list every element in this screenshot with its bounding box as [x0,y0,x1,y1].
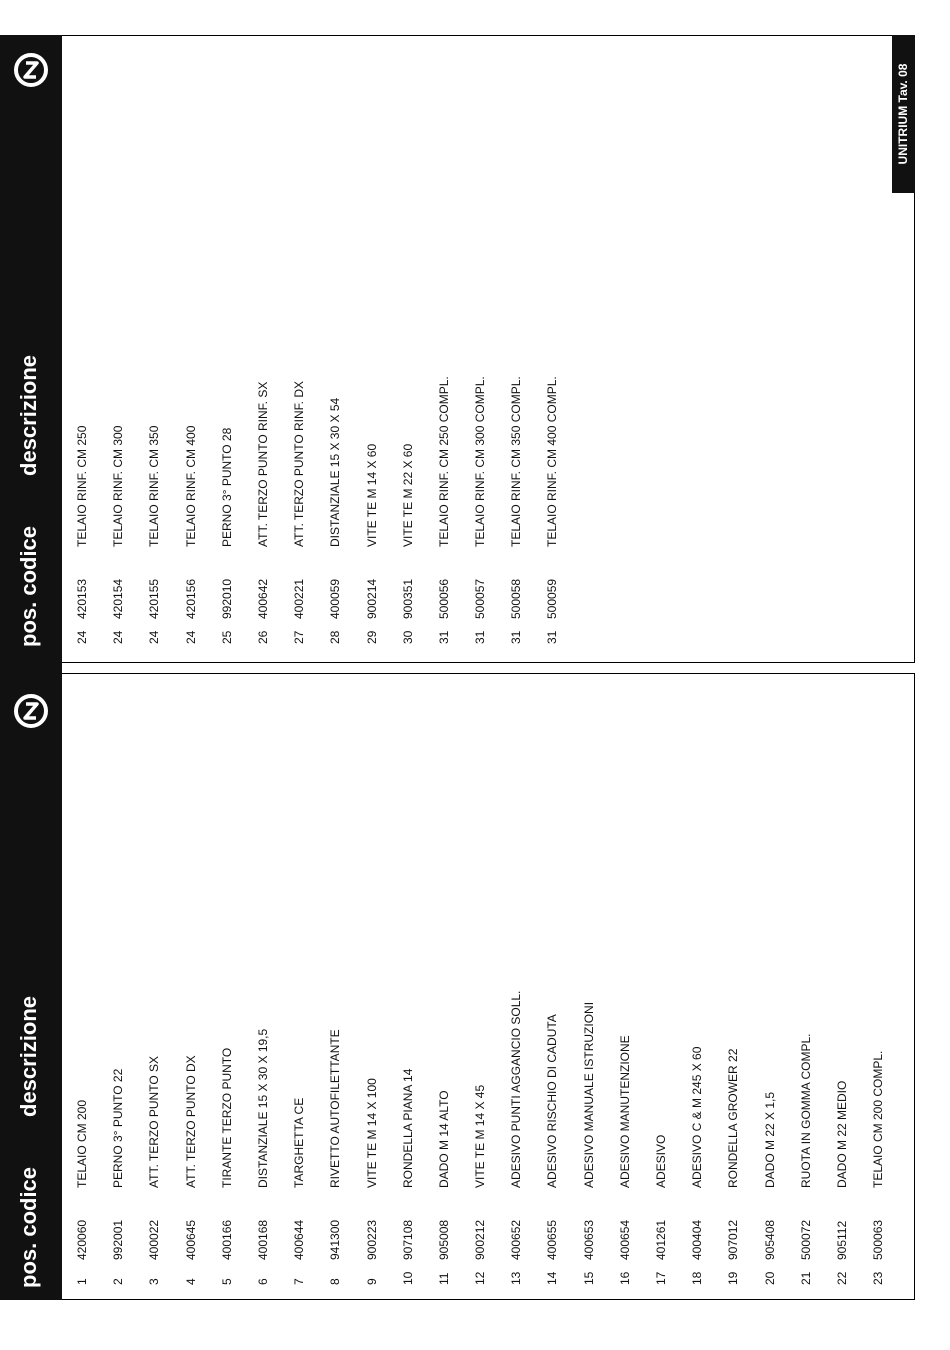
row-code: 900212 [473,1219,488,1260]
row-pos: 26 [255,630,270,644]
row-description: ATT. TERZO PUNTO RINF. SX [255,381,270,547]
table-row [207,680,243,1300]
row-pos: 31 [545,630,560,644]
row-code: 400404 [690,1219,705,1260]
row-code: 420060 [75,1219,89,1260]
table-row [858,680,894,1300]
row-code: 905408 [762,1219,777,1260]
row-description: RONDELLA GROWER 22 [726,1048,741,1188]
header-description: descrizione [16,354,41,476]
header-pos-code: pos. codice [16,525,41,647]
row-code: 400168 [255,1219,270,1260]
row-description: TIRANTE TERZO PUNTO [219,1047,234,1188]
table-row [424,39,460,659]
row-description: VITE TE M 22 X 60 [400,443,415,547]
row-pos: 23 [871,1271,886,1285]
table-row [62,39,98,659]
table-row [134,39,170,659]
brand-logo-icon [14,53,48,87]
row-pos: 2 [111,1278,126,1285]
row-code: 400644 [292,1219,307,1260]
row-code: 500057 [473,578,488,619]
table-row [352,680,388,1300]
table-row [713,680,749,1300]
row-code: 400642 [255,578,270,619]
table-row [750,680,786,1300]
row-pos: 12 [473,1271,488,1285]
parts-table-right [0,39,915,659]
row-code: 907108 [400,1219,415,1260]
row-code: 900214 [364,578,379,619]
row-pos: 31 [436,630,451,644]
row-code: 941300 [328,1219,343,1260]
page-tab [892,35,915,193]
panel-divider [62,662,915,674]
row-code: 401261 [654,1219,668,1260]
row-pos: 31 [509,630,524,644]
parts-table-left [0,680,915,1300]
table-row [460,680,496,1300]
row-description: TELAIO RINF. CM 300 COMPL. [473,376,488,547]
row-description: PERNO 3° PUNTO 28 [219,427,234,547]
table-row [171,39,207,659]
row-code: 400166 [219,1219,234,1260]
table-header [0,39,62,659]
table-row [388,680,424,1300]
table-body [62,39,569,659]
table-row [641,680,677,1300]
table-row [98,680,134,1300]
row-description: TELAIO RINF. CM 350 [147,425,162,547]
row-description: PERNO 3° PUNTO 22 [111,1068,126,1188]
row-pos: 24 [183,630,198,644]
row-code: 500059 [545,578,560,619]
row-pos: 16 [617,1271,632,1285]
row-code: 500056 [436,578,451,619]
row-pos: 8 [328,1278,343,1285]
row-pos: 25 [219,630,234,644]
table-row [315,680,351,1300]
row-pos: 19 [726,1271,741,1285]
row-description: TARGHETTA CE [292,1097,307,1188]
header-pos-code: pos. codice [16,1166,41,1288]
row-description: RIVETTO AUTOFILETTANTE [328,1029,343,1188]
row-description: RONDELLA PIANA 14 [400,1068,415,1188]
row-code: 400022 [147,1219,162,1260]
row-description: DADO M 14 ALTO [436,1090,451,1188]
row-pos: 24 [111,630,126,644]
row-code: 420156 [183,578,198,619]
row-code: 500063 [871,1219,886,1260]
table-row [532,39,568,659]
row-code: 420154 [111,578,126,619]
table-row [62,680,98,1300]
row-description: ADESIVO MANUTENZIONE [617,1035,632,1188]
table-row [460,39,496,659]
row-pos: 13 [509,1271,524,1285]
row-description: TELAIO RINF. CM 350 COMPL. [509,376,524,547]
row-pos: 7 [292,1278,307,1285]
row-description: TELAIO CM 200 COMPL. [871,1050,886,1188]
row-code: 900351 [400,578,415,619]
row-description: ATT. TERZO PUNTO RINF. DX [292,380,307,547]
row-pos: 6 [255,1278,270,1285]
row-code: 905112 [834,1220,849,1260]
row-pos: 27 [292,630,307,644]
row-description: ADESIVO C & M 245 X 60 [690,1046,705,1188]
row-pos: 30 [400,630,415,644]
row-pos: 20 [762,1271,777,1285]
table-row [786,680,822,1300]
row-pos: 14 [545,1271,560,1285]
row-description: ATT. TERZO PUNTO DX [183,1055,198,1188]
row-description: ADESIVO PUNTI AGGANCIO SOLL. [509,990,524,1188]
table-row [243,39,279,659]
row-description: DADO M 22 MEDIO [834,1080,849,1188]
row-pos: 17 [654,1271,668,1285]
row-code: 400655 [545,1219,560,1260]
row-code: 400059 [328,578,343,619]
row-code: 900223 [364,1219,379,1260]
row-code: 992010 [219,578,234,619]
row-description: DADO M 22 X 1,5 [762,1091,777,1188]
row-code: 400653 [581,1219,596,1260]
page-tab-label: UNITRIUM Tav. 08 [896,63,910,165]
table-row [605,680,641,1300]
row-code: 992001 [111,1219,126,1260]
table-row [496,680,532,1300]
table-row [134,680,170,1300]
row-pos: 1 [75,1278,89,1285]
table-row [207,39,243,659]
row-pos: 31 [473,630,488,644]
row-description: VITE TE M 14 X 60 [364,443,379,547]
brand-logo-icon [14,694,48,728]
row-pos: 4 [183,1278,198,1285]
table-row [677,680,713,1300]
row-code: 400221 [292,578,307,619]
row-code: 420155 [147,578,162,619]
table-header [0,680,62,1300]
row-pos: 5 [219,1278,234,1285]
table-row [822,680,858,1300]
row-code: 400654 [617,1219,632,1260]
row-pos: 10 [400,1271,415,1285]
table-row [569,680,605,1300]
table-row [532,680,568,1300]
row-description: TELAIO CM 200 [75,1099,89,1188]
row-description: DISTANZIALE 15 X 30 X 19,5 [255,1028,270,1188]
row-description: TELAIO RINF. CM 400 [183,425,198,547]
row-description: ADESIVO MANUALE ISTRUZIONI [581,1001,596,1188]
table-row [171,680,207,1300]
row-description: RUOTA IN GOMMA COMPL. [798,1033,813,1188]
row-pos: 21 [798,1271,813,1285]
row-code: 905008 [436,1219,451,1260]
row-description: TELAIO RINF. CM 250 COMPL. [436,376,451,547]
table-row [352,39,388,659]
row-code: 400652 [509,1219,524,1260]
row-code: 500058 [509,578,524,619]
header-description: descrizione [16,995,41,1117]
row-description: ADESIVO [654,1134,668,1188]
row-pos: 15 [581,1271,596,1285]
row-pos: 24 [75,630,89,644]
table-body [62,680,894,1300]
table-row [496,39,532,659]
row-description: TELAIO RINF. CM 400 COMPL. [545,376,560,547]
table-row [315,39,351,659]
row-description: DISTANZIALE 15 X 30 X 54 [328,397,343,547]
table-row [424,680,460,1300]
row-pos: 28 [328,630,343,644]
row-pos: 18 [690,1271,705,1285]
row-description: VITE TE M 14 X 100 [364,1078,379,1188]
row-description: TELAIO RINF. CM 300 [111,425,126,547]
row-pos: 22 [834,1271,849,1285]
row-description: ADESIVO RISCHIO DI CADUTA [545,1014,560,1188]
row-description: ATT. TERZO PUNTO SX [147,1055,162,1188]
table-row [279,680,315,1300]
row-code: 420153 [75,578,89,619]
row-code: 400645 [183,1219,198,1260]
row-pos: 24 [147,630,162,644]
row-pos: 29 [364,630,379,644]
row-description: VITE TE M 14 X 45 [473,1084,488,1188]
row-description: TELAIO RINF. CM 250 [75,425,89,547]
row-code: 500072 [798,1219,813,1260]
table-row [388,39,424,659]
row-pos: 9 [364,1278,379,1285]
row-pos: 3 [147,1278,162,1285]
table-row [98,39,134,659]
row-code: 907012 [726,1219,741,1260]
table-row [279,39,315,659]
row-pos: 11 [436,1272,451,1285]
table-row [243,680,279,1300]
